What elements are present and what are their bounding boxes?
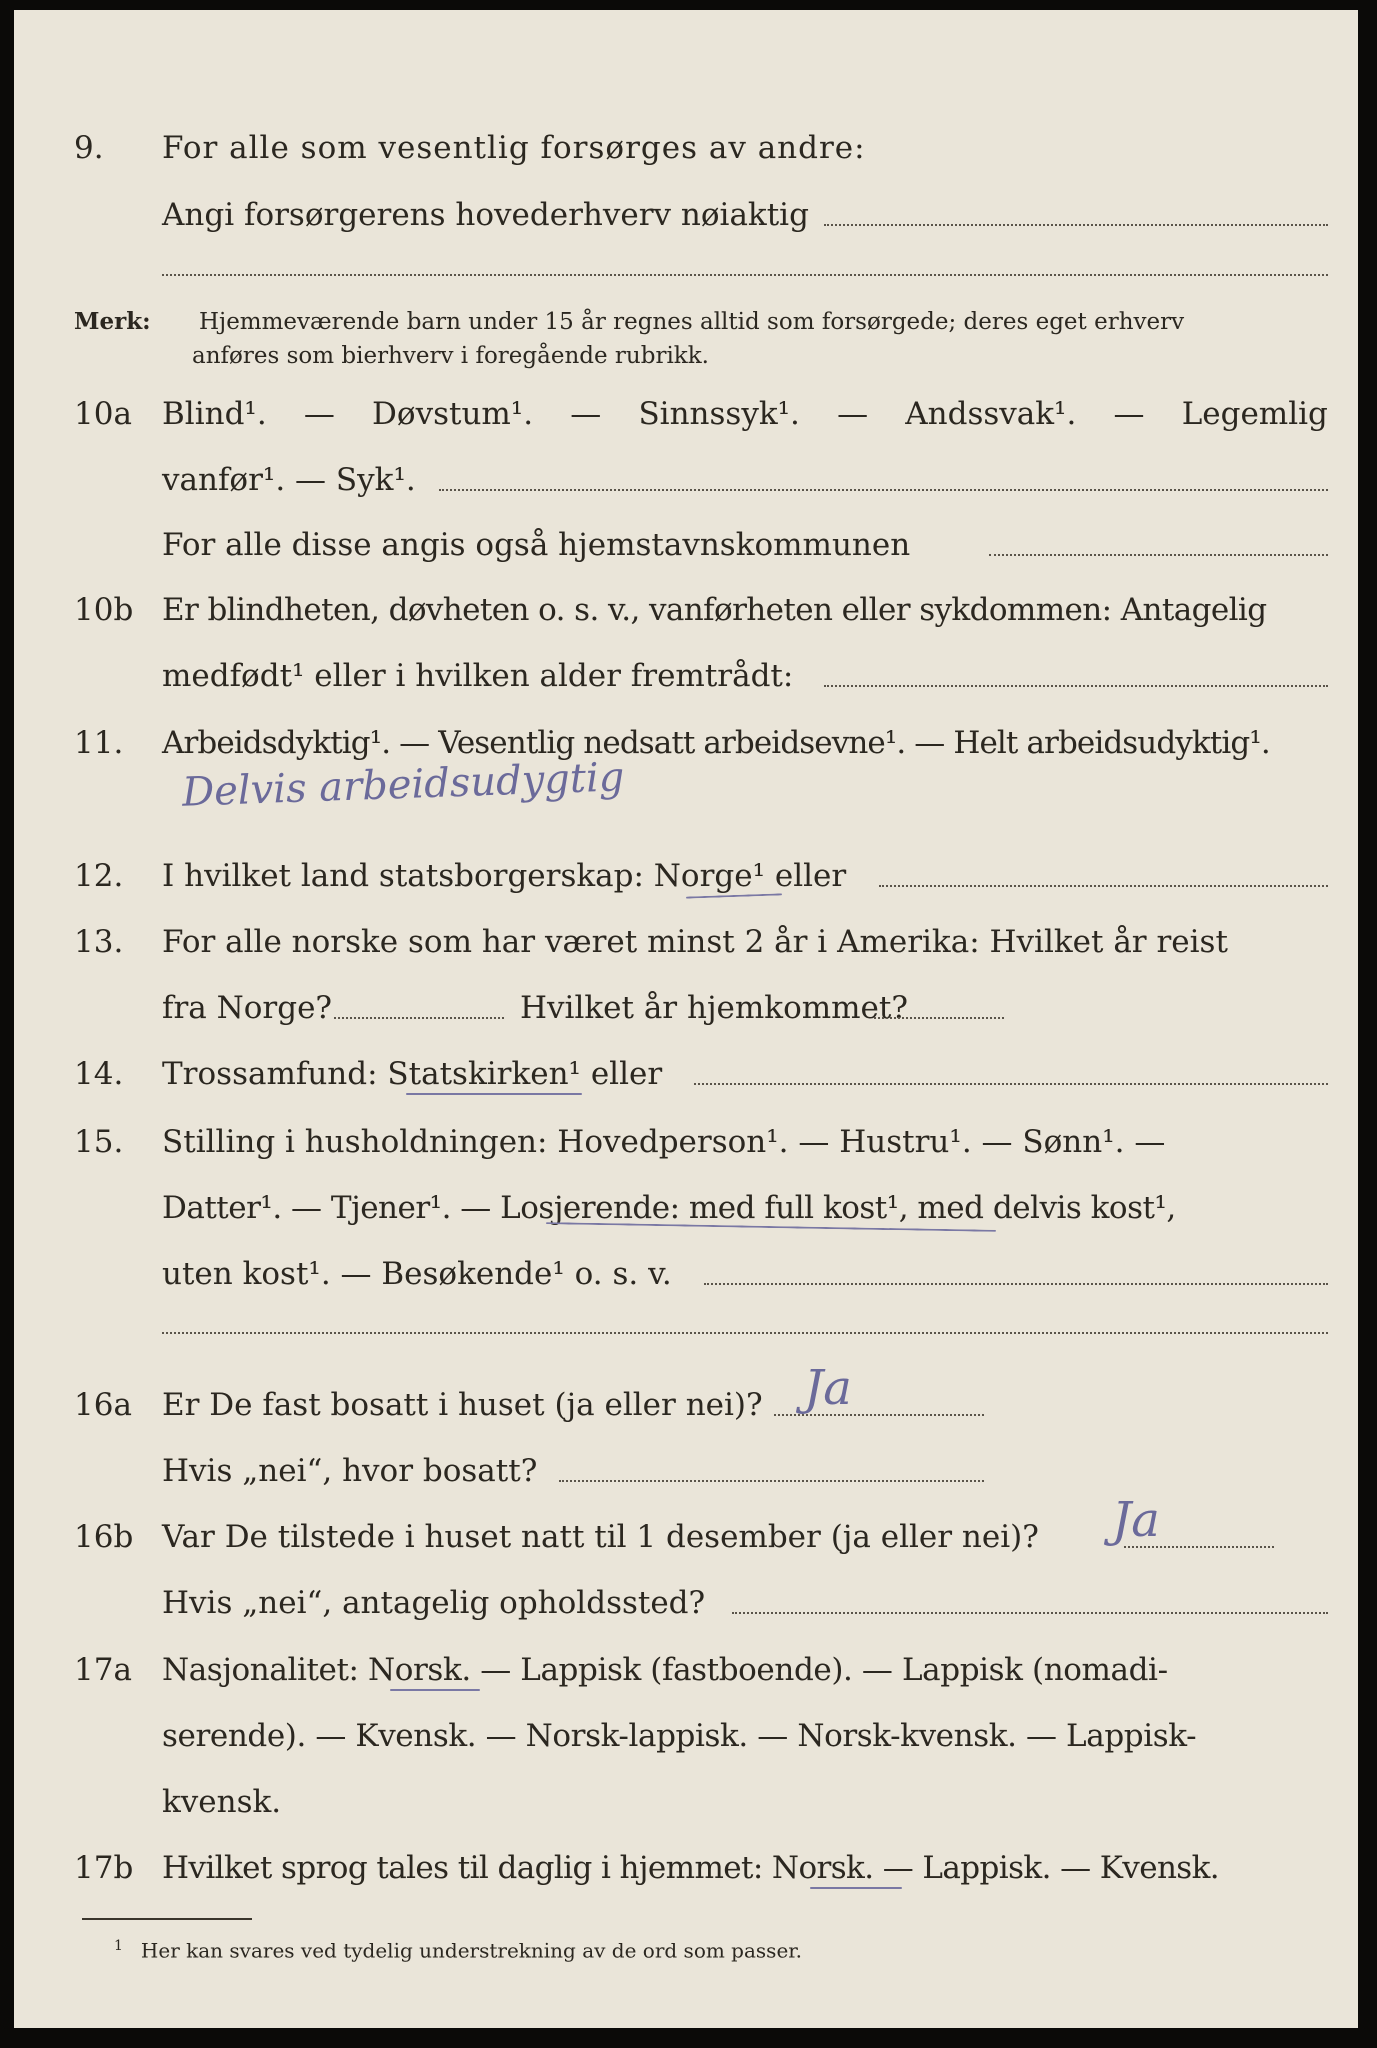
q14-answer-field[interactable] bbox=[694, 1083, 1328, 1085]
merk-line2 bbox=[74, 340, 1328, 372]
q10a-answer-field[interactable] bbox=[439, 489, 1328, 491]
q17a-line2 bbox=[74, 1716, 1328, 1756]
q13-hjemkommet-field[interactable] bbox=[874, 1017, 1004, 1019]
merk-line1 bbox=[74, 306, 1328, 338]
q12-text-1: I hvilket land statsborgerskap: Norge¹ eller bbox=[162, 858, 847, 894]
q17a-text-3: kvensk. bbox=[162, 1784, 282, 1820]
q9-line1 bbox=[74, 128, 1328, 168]
q11-line1 bbox=[74, 723, 1328, 763]
q10a-option-legemlig: Legemlig bbox=[1181, 396, 1328, 432]
q12-answer-field[interactable] bbox=[879, 885, 1328, 887]
footnote bbox=[114, 1932, 802, 1965]
q9-text-1: For alle som vesentlig forsørges av andre: bbox=[162, 130, 866, 166]
q13-number: 13. bbox=[74, 924, 124, 960]
q10a-line2 bbox=[74, 460, 1328, 500]
q11-handwritten-answer: Delvis arbeidsudygtig bbox=[181, 754, 626, 816]
q15-text-1: Stilling i husholdningen: Hovedperson¹. — Hustru¹. — Sønn¹. — bbox=[162, 1124, 1166, 1160]
q17b-norsk-underline bbox=[810, 1887, 902, 1889]
q10b-line1 bbox=[74, 590, 1328, 630]
q16a-number: 16a bbox=[74, 1387, 132, 1423]
census-form-page bbox=[14, 10, 1358, 2028]
q13-text-2a: fra Norge? bbox=[162, 990, 333, 1026]
q9-line2 bbox=[74, 195, 1328, 235]
q10a-line1 bbox=[74, 394, 1328, 434]
q16b-number: 16b bbox=[74, 1519, 134, 1555]
q9-answer-field[interactable] bbox=[824, 224, 1328, 226]
q10a-options bbox=[162, 394, 1328, 434]
q17a-text-2: serende). — Kvensk. — Norsk-lappisk. — Norsk-kvensk. — Lappisk- bbox=[162, 1718, 1197, 1754]
q13-line1 bbox=[74, 922, 1328, 962]
q10a-kommune-field[interactable] bbox=[989, 554, 1328, 556]
q17b-number: 17b bbox=[74, 1850, 134, 1886]
q10a-dash: — bbox=[1113, 396, 1145, 432]
q10a-text-2: vanfør¹. — Syk¹. bbox=[162, 462, 416, 498]
q12-line1 bbox=[74, 856, 1328, 896]
q10b-text-1: Er blindheten, døvheten o. s. v., vanførheten eller sykdommen: Antagelig bbox=[162, 592, 1267, 628]
q11-text-1: Arbeidsdyktig¹. — Vesentlig nedsatt arbeidsevne¹. — Helt arbeidsudyktig¹. bbox=[162, 725, 1270, 761]
q10a-dash: — bbox=[837, 396, 869, 432]
q17b-text-1: Hvilket sprog tales til daglig i hjemmet: Norsk. — Lappisk. — Kvensk. bbox=[162, 1850, 1220, 1886]
q16a-line1 bbox=[74, 1385, 1328, 1425]
q16a-line2 bbox=[74, 1451, 1328, 1491]
q10a-option-sinnssyk: Sinnssyk¹. bbox=[638, 396, 800, 432]
merk-text-1: Hjemmeværende barn under 15 år regnes alltid som forsørgede; deres eget erhverv bbox=[199, 309, 1185, 335]
q17a-text-1: Nasjonalitet: Norsk. — Lappisk (fastboende). — Lappisk (nomadi- bbox=[162, 1652, 1168, 1688]
q16b-text-1: Var De tilstede i huset natt til 1 desember (ja eller nei)? bbox=[162, 1519, 1039, 1555]
q16b-opholdssted-field[interactable] bbox=[732, 1612, 1328, 1614]
q17a-line3 bbox=[74, 1782, 1328, 1822]
q10a-number: 10a bbox=[74, 396, 132, 432]
q14-text-1: Trossamfund: Statskirken¹ eller bbox=[162, 1056, 663, 1092]
merk-label: Merk: bbox=[74, 308, 151, 335]
q16b-handwritten-answer: Ja bbox=[1112, 1492, 1160, 1548]
q17a-number: 17a bbox=[74, 1652, 132, 1688]
q15-line2 bbox=[74, 1188, 1328, 1228]
q16b-text-2: Hvis „nei“, antagelig opholdssted? bbox=[162, 1585, 706, 1621]
q10a-dash: — bbox=[570, 396, 602, 432]
q9-text-2: Angi forsørgerens hovederhverv nøiaktig bbox=[162, 197, 809, 233]
q13-text-2b: Hvilket år hjemkommet? bbox=[520, 990, 908, 1026]
q15-number: 15. bbox=[74, 1124, 124, 1160]
q13-text-1: For alle norske som har været minst 2 år i Amerika: Hvilket år reist bbox=[162, 924, 1228, 960]
q10b-line2 bbox=[74, 656, 1328, 696]
q14-line1 bbox=[74, 1054, 1328, 1094]
q10b-number: 10b bbox=[74, 592, 134, 628]
q15-text-2: Datter¹. — Tjener¹. — Losjerende: med full kost¹, med delvis kost¹, bbox=[162, 1190, 1176, 1226]
q14-number: 14. bbox=[74, 1056, 124, 1092]
q9-number: 9. bbox=[74, 130, 104, 166]
q10a-text-3: For alle disse angis også hjemstavnskommunen bbox=[162, 527, 911, 563]
q10a-line3 bbox=[74, 525, 1328, 565]
q16a-handwritten-answer: Ja bbox=[804, 1360, 852, 1416]
q17a-line1 bbox=[74, 1650, 1328, 1690]
footnote-mark: 1 bbox=[114, 1938, 123, 1954]
q13-line2 bbox=[74, 988, 1328, 1028]
q12-number: 12. bbox=[74, 858, 124, 894]
q11-number: 11. bbox=[74, 725, 124, 761]
q15-answer-field-2[interactable] bbox=[162, 1332, 1328, 1334]
q10b-answer-field[interactable] bbox=[824, 685, 1328, 687]
q16a-text-1: Er De fast bosatt i huset (ja eller nei)? bbox=[162, 1387, 763, 1423]
q13-reist-field[interactable] bbox=[334, 1017, 504, 1019]
q14-statskirken-underline bbox=[406, 1093, 582, 1095]
q17b-line1 bbox=[74, 1848, 1328, 1888]
q15-line1 bbox=[74, 1122, 1328, 1162]
q15-text-3: uten kost¹. — Besøkende¹ o. s. v. bbox=[162, 1256, 672, 1292]
q10a-option-blind: Blind¹. bbox=[162, 396, 267, 432]
q10b-text-2: medfødt¹ eller i hvilken alder fremtrådt: bbox=[162, 658, 794, 694]
q9-answer-field-2[interactable] bbox=[162, 274, 1328, 276]
q16a-text-2: Hvis „nei“, hvor bosatt? bbox=[162, 1453, 538, 1489]
q15-line3 bbox=[74, 1254, 1328, 1294]
q10a-option-dovstum: Døvstum¹. bbox=[372, 396, 534, 432]
footnote-text: Her kan svares ved tydelig understrekning av de ord som passer. bbox=[140, 1938, 802, 1963]
q10a-dash: — bbox=[303, 396, 335, 432]
merk-text-2: anføres som bierhverv i foregående rubrikk. bbox=[192, 343, 709, 369]
q16b-line2 bbox=[74, 1583, 1328, 1623]
q16a-bosatt-field[interactable] bbox=[559, 1480, 984, 1482]
footnote-rule bbox=[82, 1918, 252, 1920]
q15-answer-field[interactable] bbox=[704, 1283, 1328, 1285]
q10a-option-andssvak: Andssvak¹. bbox=[905, 396, 1077, 432]
q17a-norsk-underline bbox=[390, 1689, 480, 1691]
